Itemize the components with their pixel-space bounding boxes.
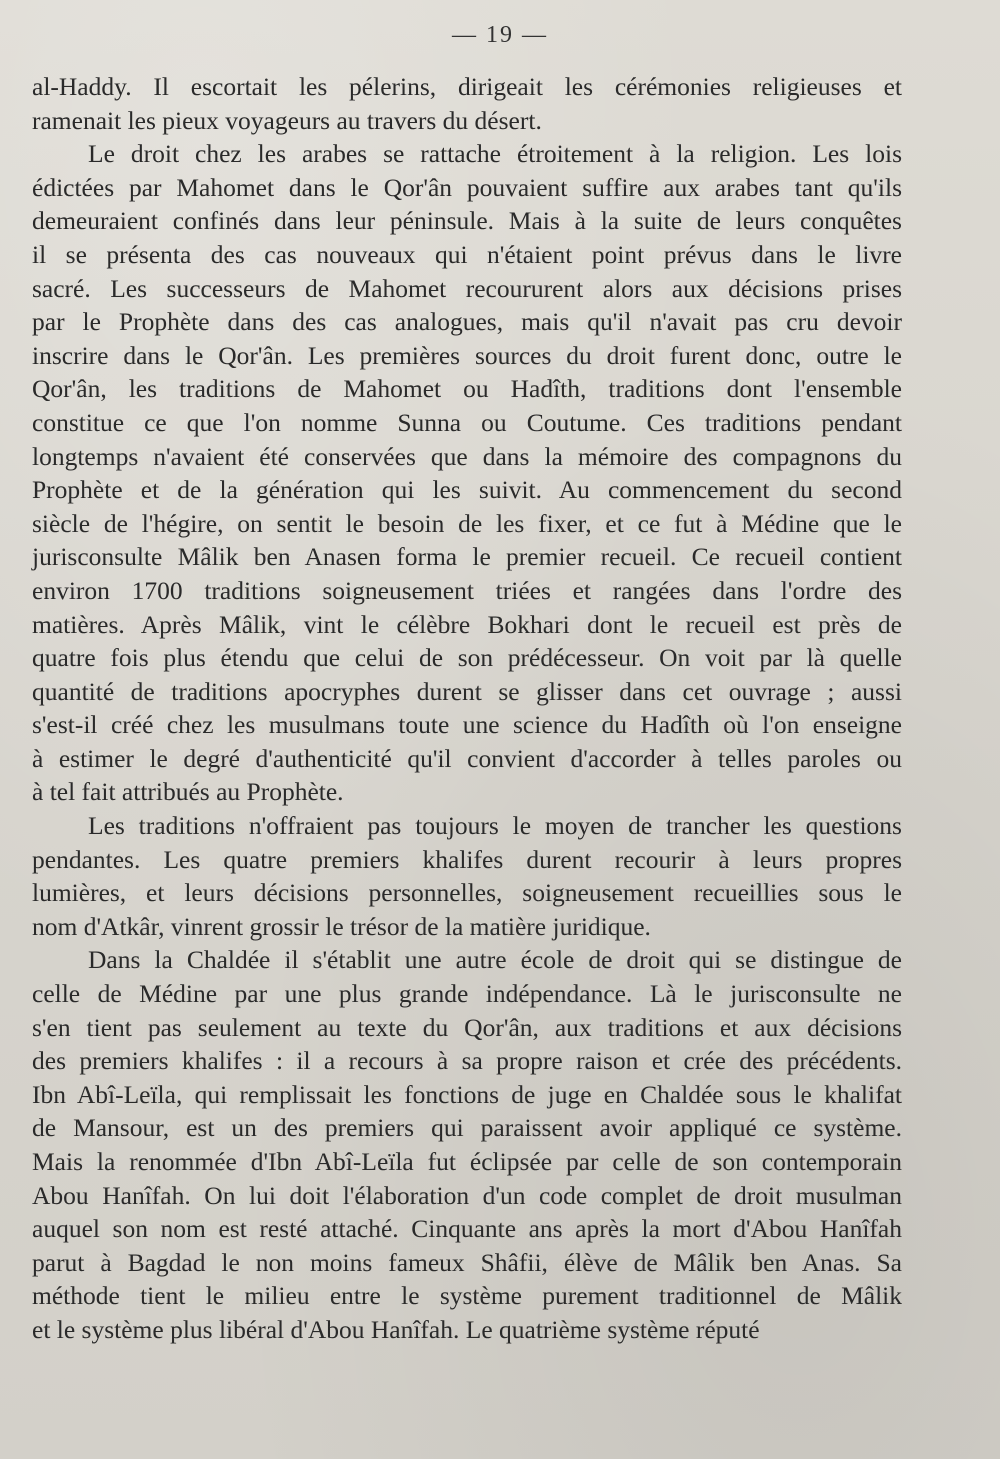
text-line: édictées par Mahomet dans le Qor'ân pouvaient suffire aux arabes tant qu'ils [32, 172, 902, 202]
text-line: auquel son nom est resté attaché. Cinquante ans après la mort d'Abou Hanîfah [32, 1214, 902, 1244]
text-line: Mais la renommée d'Ibn Abî-Leïla fut éclipsée par celle de son contemporain [32, 1147, 902, 1176]
text-line: longtemps n'avaient été conservées que dans la mémoire des compagnons du [32, 441, 902, 471]
text-line: à tel fait attribués au Prophète. [32, 777, 344, 807]
text-line: méthode tient le milieu entre le système purement traditionnel de Mâlik [32, 1281, 902, 1311]
text-line: quantité de traditions apocryphes durent se glisser dans cet ouvrage ; aussi [32, 676, 902, 706]
text-line: pendantes. Les quatre premiers khalifes durent recourir à leurs propres [32, 844, 902, 874]
page-number: — 19 — [452, 22, 548, 48]
text-line: nom d'Atkâr, vinrent grossir le trésor de la matière juridique. [32, 911, 651, 941]
text-line: matières. Après Mâlik, vint le célèbre Bokhari dont le recueil est près de [32, 609, 902, 639]
text-line: inscrire dans le Qor'ân. Les premières sources du droit furent donc, outre le [32, 340, 902, 370]
text-line: s'est-il créé chez les musulmans toute une science du Hadîth où l'on enseigne [32, 710, 902, 740]
paragraph [32, 137, 902, 809]
text-line: demeuraient confinés dans leur péninsule. Mais à la suite de leurs conquêtes [32, 206, 902, 236]
text-line: Abou Hanîfah. On lui doit l'élaboration d'un code complet de droit musulman [32, 1180, 902, 1210]
text-line: Prophète et de la génération qui les suivit. Au commencement du second [32, 475, 902, 505]
text-line: al-Haddy. Il escortait les pélerins, dirigeait les cérémonies religieuses et [32, 72, 902, 101]
text-line: Qor'ân, les traditions de Mahomet ou Hadîth, traditions dont l'ensemble [32, 374, 902, 404]
paragraph [32, 70, 902, 137]
text-line: constitue ce que l'on nomme Sunna ou Coutume. Ces traditions pendant [32, 407, 902, 437]
text-line: siècle de l'hégire, on sentit le besoin de les fixer, et ce fut à Médine que le [32, 508, 902, 538]
text-line: de Mansour, est un des premiers qui paraissent avoir appliqué ce système. [32, 1113, 902, 1143]
text-line: il se présenta des cas nouveaux qui n'étaient point prévus dans le livre [32, 239, 902, 269]
text-line: quatre fois plus étendu que celui de son prédécesseur. On voit par là quelle [32, 643, 902, 673]
text-line: Ibn Abî-Leïla, qui remplissait les fonctions de juge en Chaldée sous le khalifat [32, 1079, 902, 1109]
text-line: jurisconsulte Mâlik ben Anasen forma le premier recueil. Ce recueil contient [32, 542, 902, 572]
text-line: s'en tient pas seulement au texte du Qor'ân, aux traditions et aux décisions [32, 1012, 902, 1042]
text-line: par le Prophète dans des cas analogues, mais qu'il n'avait pas cru devoir [32, 307, 902, 337]
text-line: lumières, et leurs décisions personnelles, soigneusement recueillies sous le [32, 878, 902, 908]
text-line: parut à Bagdad le non moins fameux Shâfii, élève de Mâlik ben Anas. Sa [32, 1247, 902, 1277]
paragraph [32, 943, 902, 1346]
text-line: à estimer le degré d'authenticité qu'il convient d'accorder à telles paroles ou [32, 743, 902, 773]
text-line: Les traditions n'offraient pas toujours le moyen de trancher les questions [88, 811, 902, 841]
text-line: ramenait les pieux voyageurs au travers du désert. [32, 105, 542, 135]
text-line: environ 1700 traditions soigneusement triées et rangées dans l'ordre des [32, 575, 902, 605]
text-line: celle de Médine par une plus grande indépendance. Là le jurisconsulte ne [32, 979, 902, 1009]
text-line: sacré. Les successeurs de Mahomet recoururent alors aux décisions prises [32, 273, 902, 303]
paragraph [32, 809, 902, 943]
text-line: et le système plus libéral d'Abou Hanîfah. Le quatrième système réputé [32, 1314, 760, 1344]
body-text [32, 70, 902, 1347]
text-line: Le droit chez les arabes se rattache étroitement à la religion. Les lois [88, 139, 902, 169]
text-line: Dans la Chaldée il s'établit une autre école de droit qui se distingue de [88, 945, 902, 975]
text-line: des premiers khalifes : il a recours à sa propre raison et crée des précédents. [32, 1046, 902, 1076]
